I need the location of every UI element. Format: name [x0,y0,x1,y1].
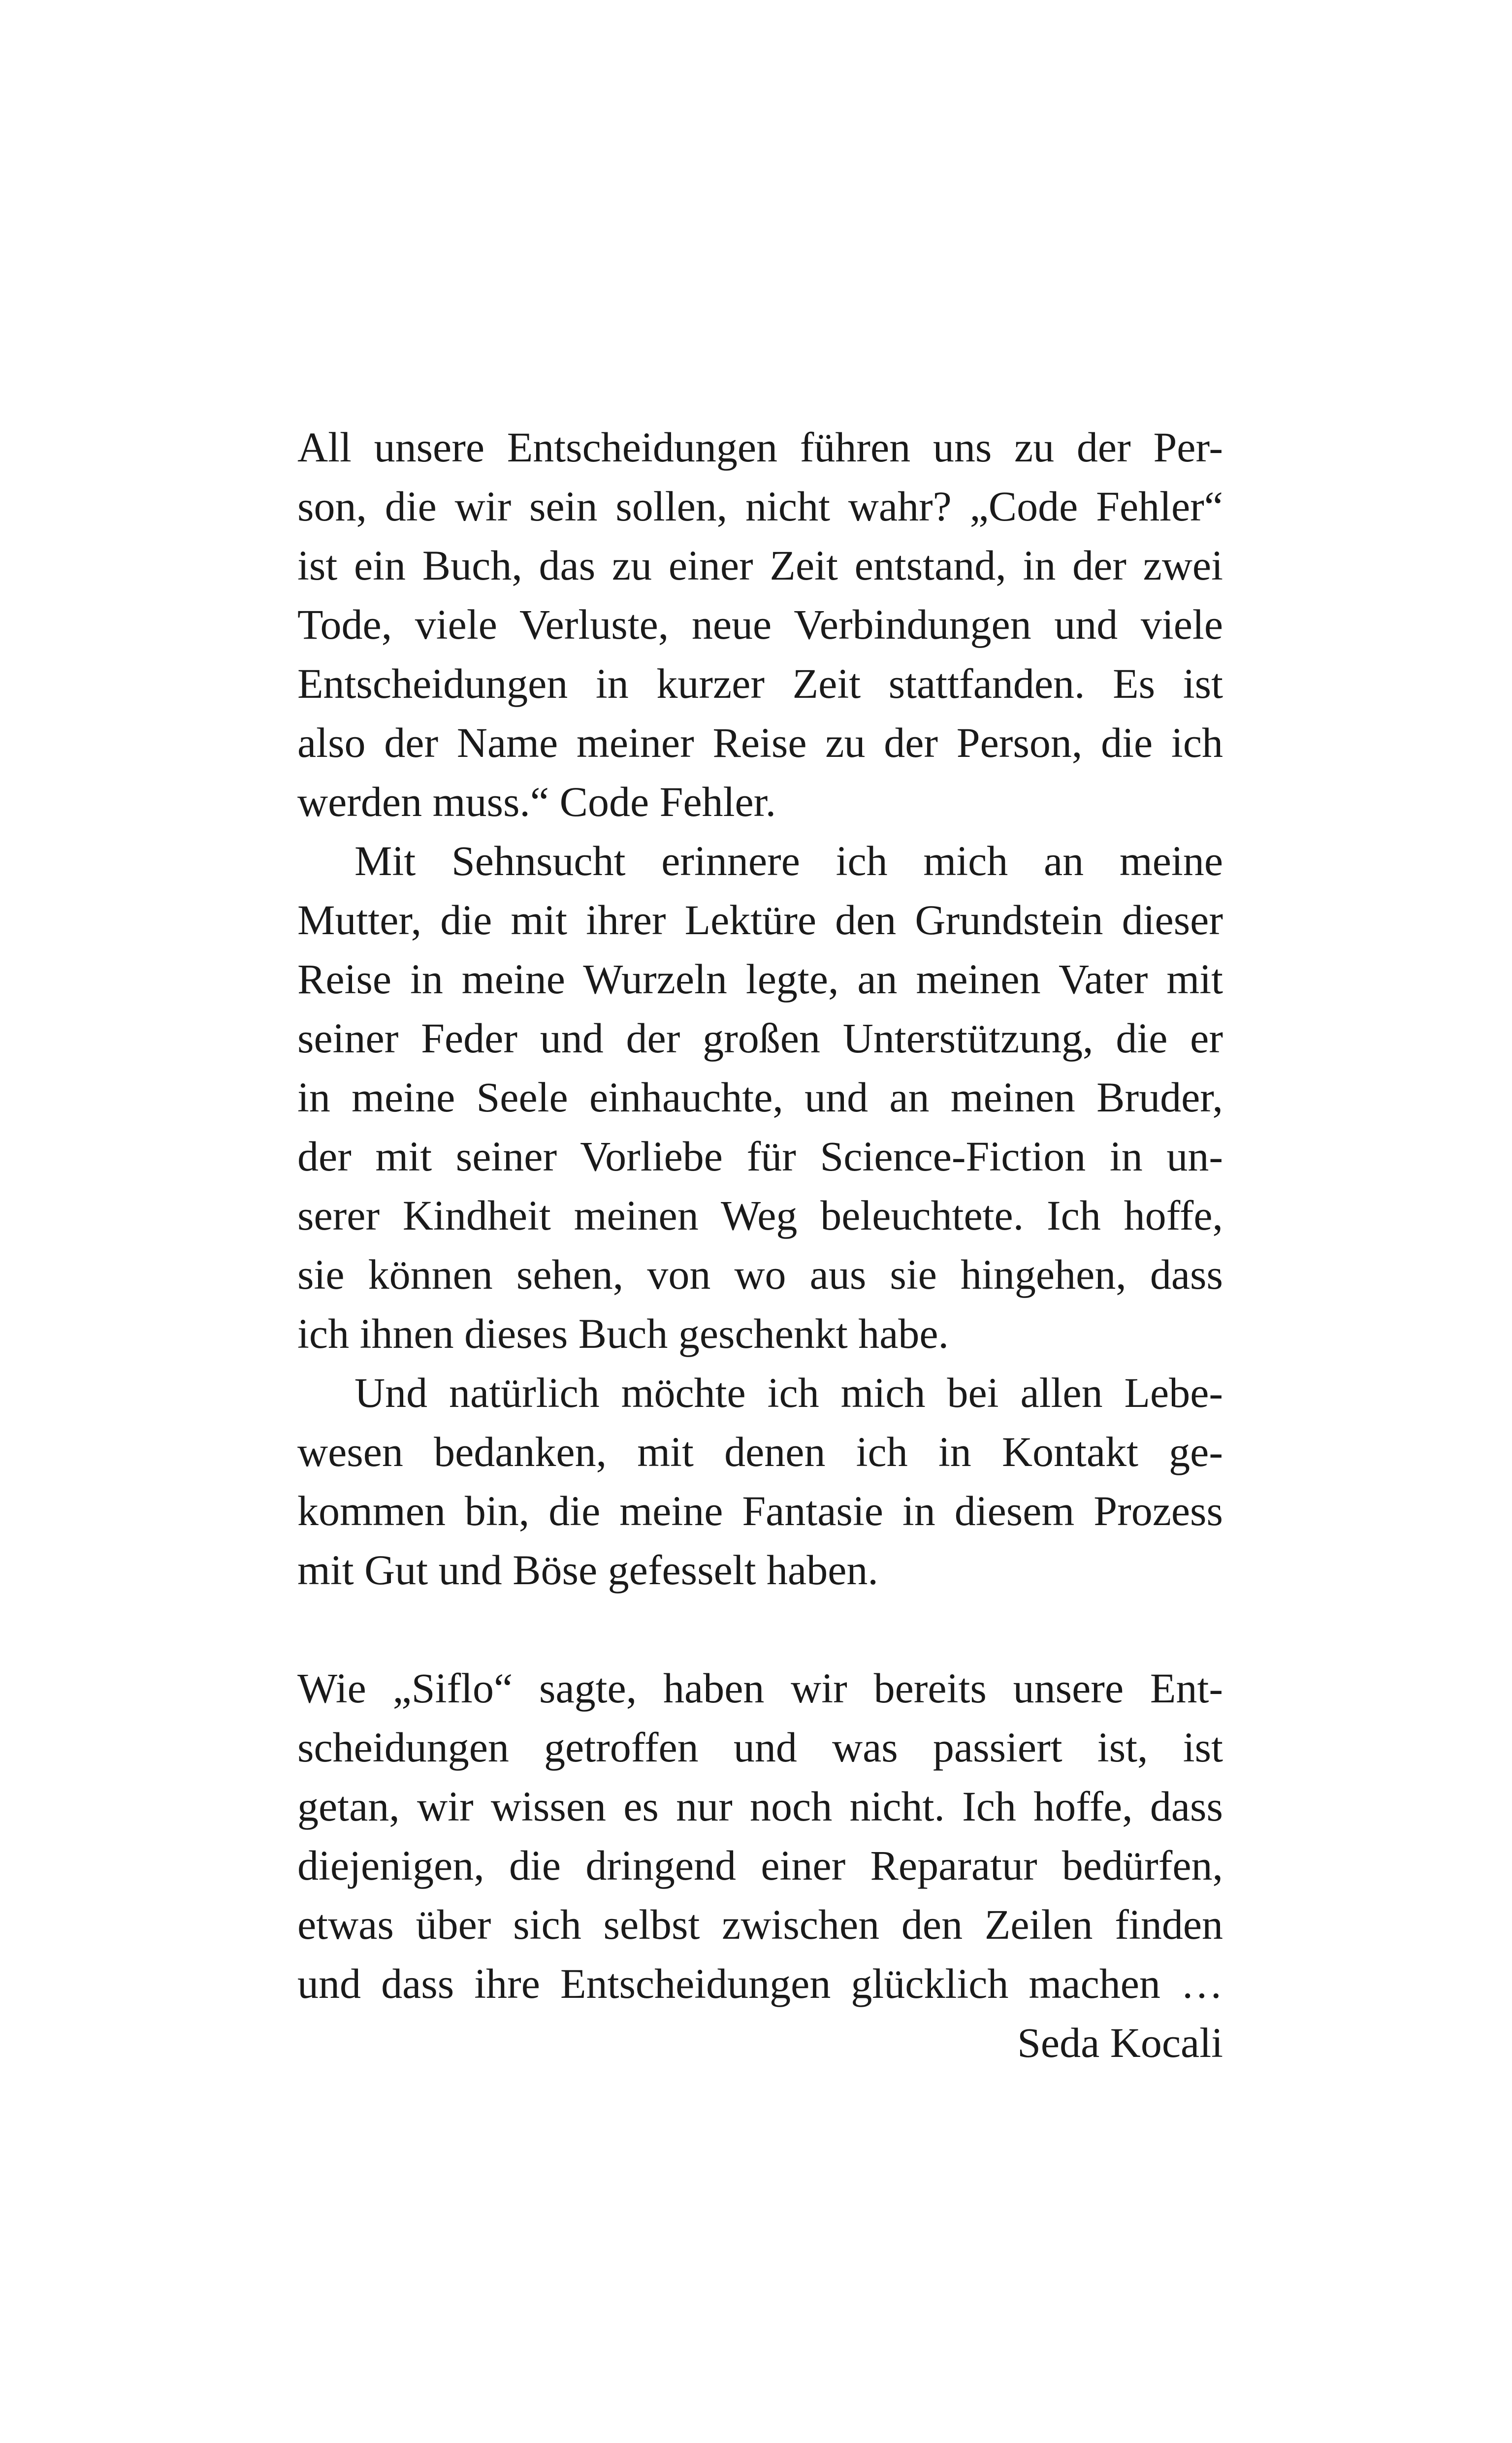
text-line: All unsere Entscheidungen führen uns zu der Per- [297,423,1223,471]
text-line: diejenigen, die dringend einer Reparatur bedürfen, [297,1842,1223,1889]
text-line: Wie „Siflo“ sagte, haben wir bereits unsere Ent- [297,1664,1223,1712]
text-line: werden muss.“ Code Fehler. [297,778,776,825]
body-text [297,418,1223,2072]
text-line: ist ein Buch, das zu einer Zeit entstand, in der zwei [297,542,1223,589]
text-line: Entscheidungen in kurzer Zeit stattfanden. Es ist [297,660,1223,707]
text-line: serer Kindheit meinen Weg beleuchtete. Ich hoffe, [297,1192,1223,1239]
paragraph-spacer [297,1599,1223,1659]
text-line: und dass ihre Entscheidungen glücklich machen … [297,1960,1223,2007]
text-line: seiner Feder und der großen Unterstützung, die er [297,1014,1223,1062]
text-line: son, die wir sein sollen, nicht wahr? „Code Fehler“ [297,483,1223,530]
text-line: der mit seiner Vorliebe für Science-Fiction in un- [297,1133,1223,1180]
text-line: mit Gut und Böse gefesselt haben. [297,1546,878,1594]
text-line: also der Name meiner Reise zu der Person, die ich [297,719,1223,766]
text-line: Und natürlich möchte ich mich bei allen Lebe- [354,1369,1223,1416]
text-line: ich ihnen dieses Buch geschenkt habe. [297,1310,949,1357]
text-line: Reise in meine Wurzeln legte, an meinen Vater mit [297,955,1223,1003]
text-line: etwas über sich selbst zwischen den Zeilen finden [297,1901,1223,1948]
text-line: in meine Seele einhauchte, und an meinen Bruder, [297,1074,1223,1121]
text-line: kommen bin, die meine Fantasie in diesem Prozess [297,1487,1223,1534]
text-line: scheidungen getroffen und was passiert ist, ist [297,1724,1223,1771]
author-signature: Seda Kocali [1017,2019,1223,2066]
text-line: sie können sehen, von wo aus sie hingehen, dass [297,1251,1223,1298]
text-line: Mit Sehnsucht erinnere ich mich an meine [354,837,1223,884]
text-line: getan, wir wissen es nur noch nicht. Ich hoffe, dass [297,1783,1223,1830]
text-line: Tode, viele Verluste, neue Verbindungen und viele [297,601,1223,648]
text-line: wesen bedanken, mit denen ich in Kontakt ge- [297,1428,1223,1475]
text-line: Mutter, die mit ihrer Lektüre den Grundstein dieser [297,896,1223,944]
